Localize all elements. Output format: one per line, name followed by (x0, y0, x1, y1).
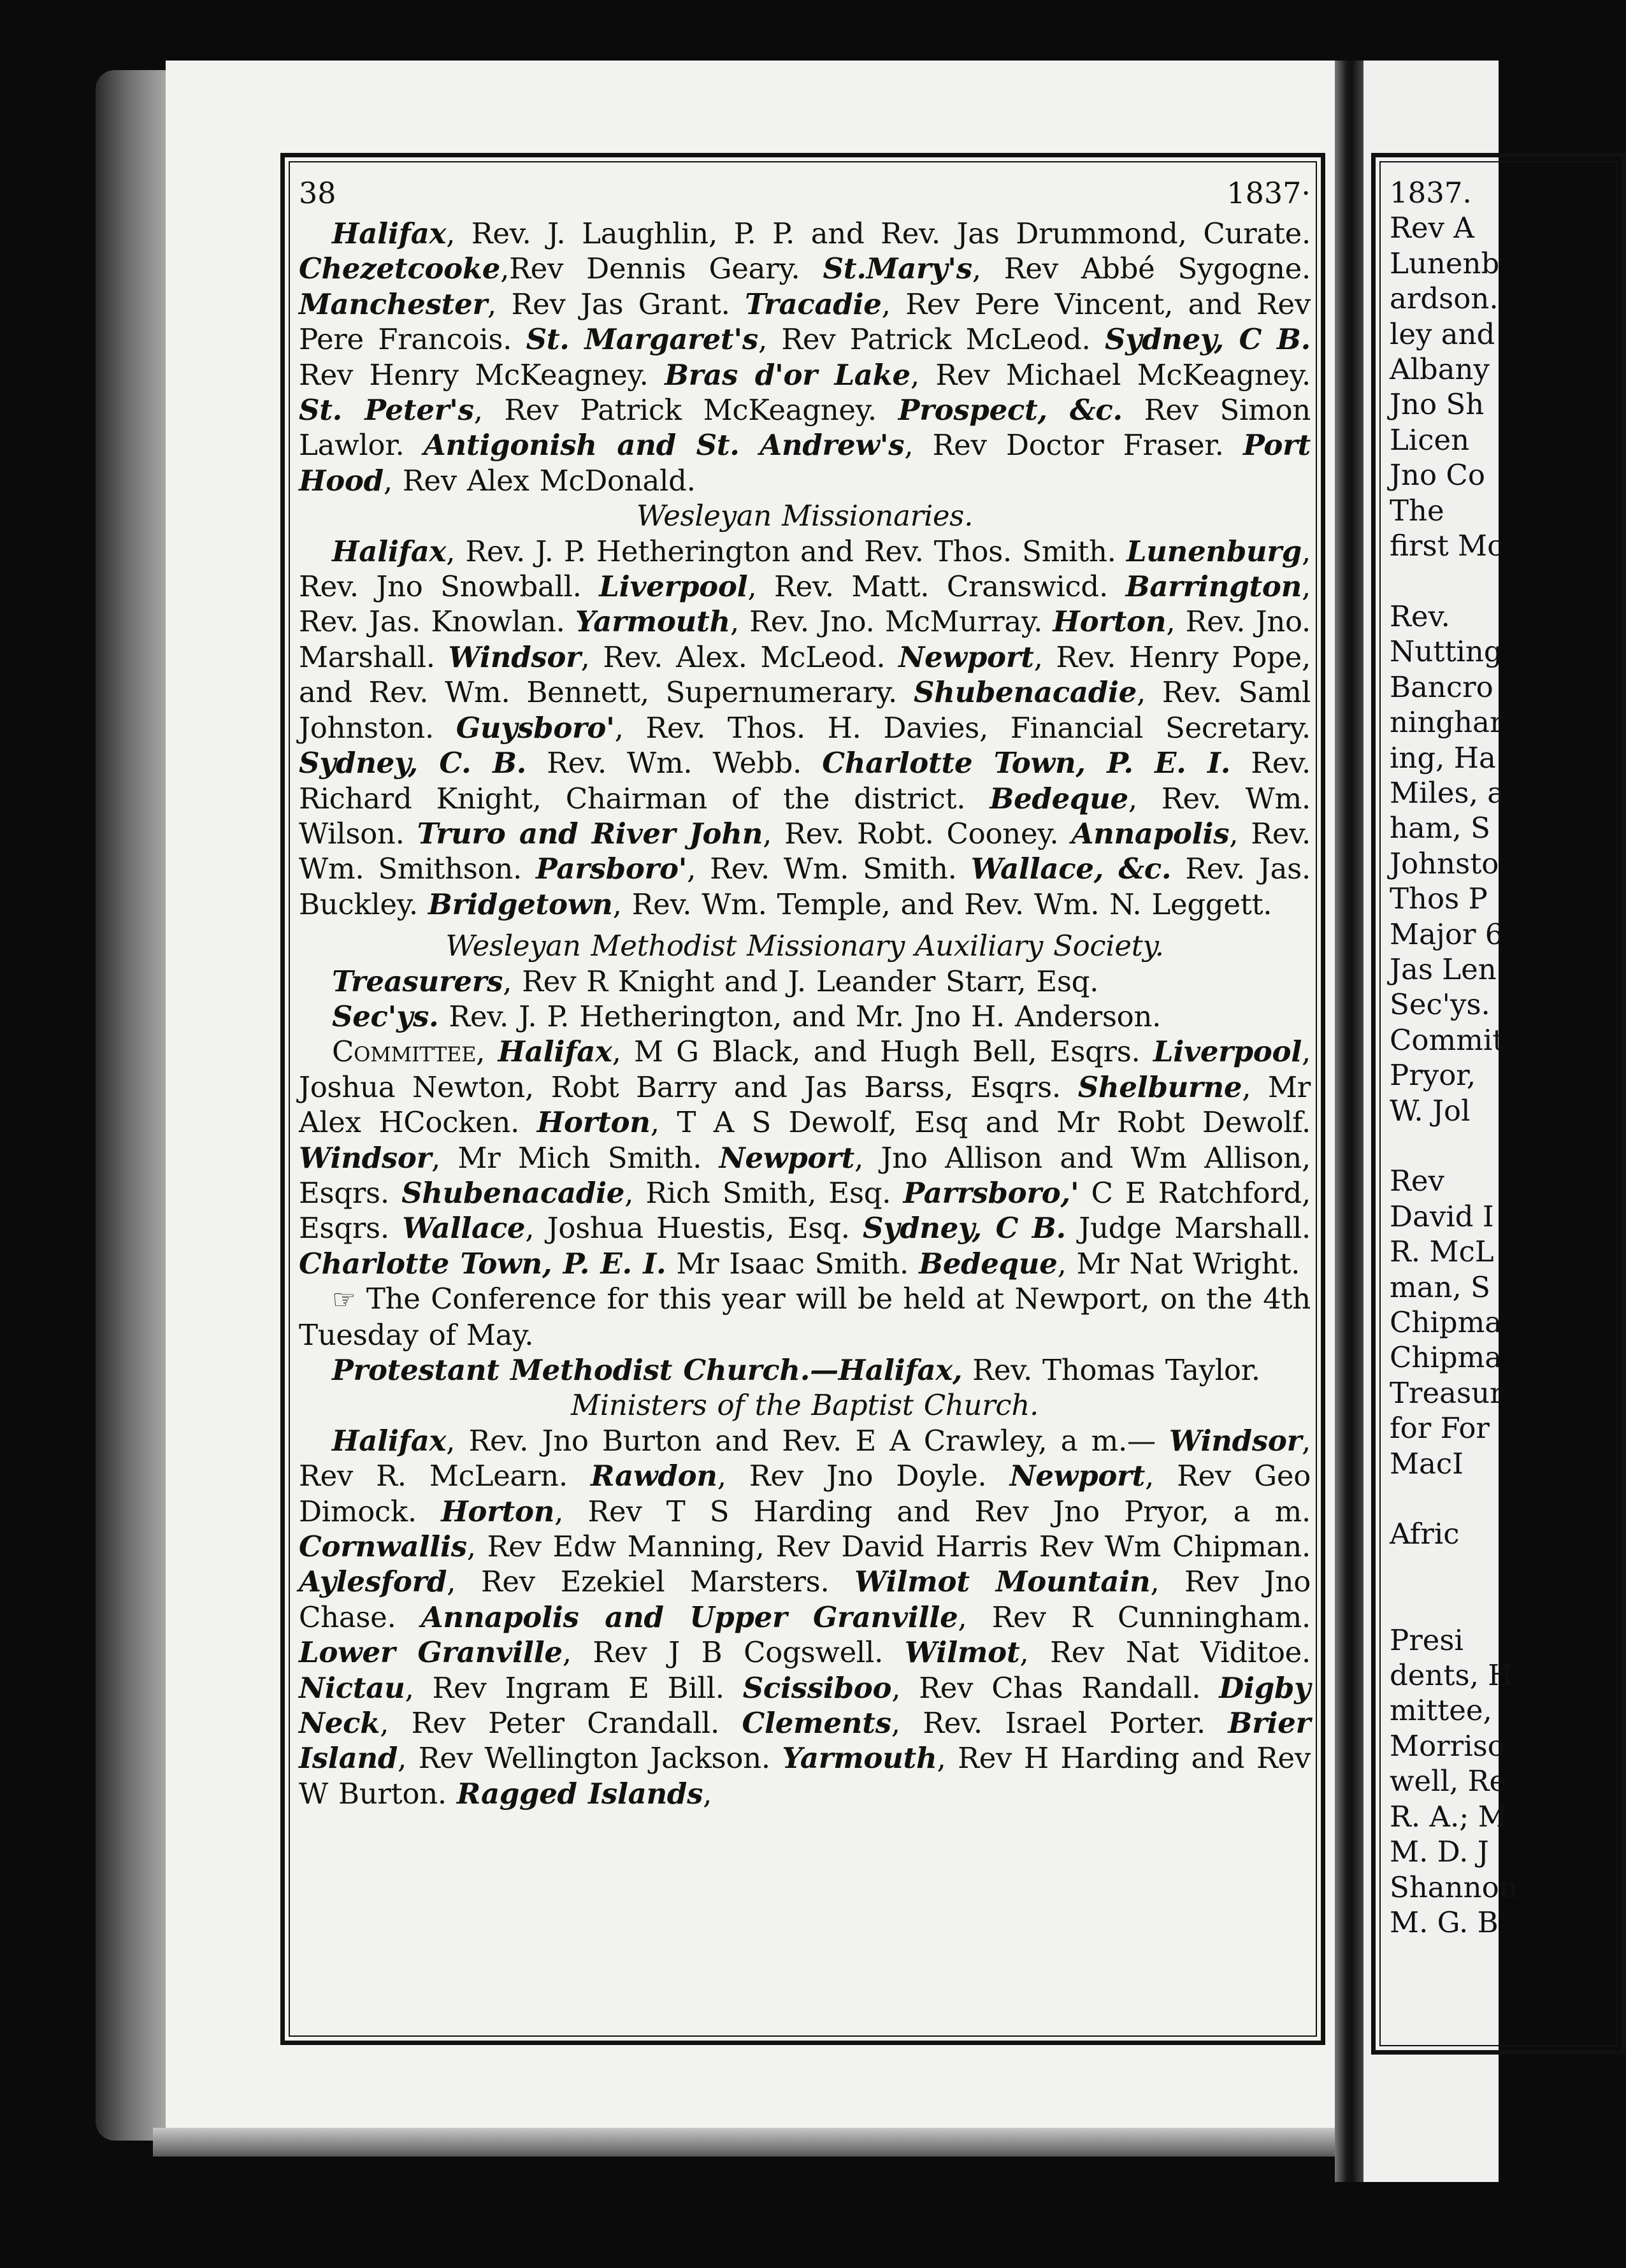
baptist-entry: , Rev Peter Crandall. (380, 1706, 742, 1740)
text-frame (280, 153, 1325, 2045)
right-page-line: MacI (1390, 1446, 1464, 1481)
wesleyan-place: Yarmouth (575, 605, 730, 639)
baptist-place: Annapolis and Upper Granville (421, 1600, 958, 1634)
right-page-line: R. A.; M (1390, 1799, 1507, 1834)
right-page-line: first Mc (1390, 529, 1504, 563)
committee-entry: , M G Black, and Hugh Bell, Esqrs. (612, 1035, 1153, 1069)
rc-entry: , Rev Abbé Sygogne. (972, 252, 1311, 286)
wesleyan-entry: , Rev. Thos. H. Davies, Financial Secretary. (614, 710, 1311, 745)
baptist-place: Brier Island (299, 1706, 1311, 1776)
right-page-line: W. Jol (1390, 1093, 1471, 1128)
rc-place: Manchester (299, 287, 487, 321)
conference-text: The Conference for this year will be held at Newport, on the 4th Tuesday of May. (299, 1282, 1311, 1352)
right-page-line: Treasur (1390, 1375, 1504, 1410)
right-page-line: Rev (1390, 1164, 1444, 1198)
committee-place: Sydney, C B. (863, 1211, 1066, 1245)
wesleyan-place: Bedeque (989, 781, 1128, 815)
committee-place: Wallace (402, 1211, 526, 1245)
wesleyan-entry: , Rev. Jno. Marshall. (299, 605, 1311, 674)
roman-catholic-clergy-paragraph (299, 216, 1311, 498)
wesleyan-place: Barrington (1125, 570, 1302, 604)
right-page-line: Pryor, (1390, 1058, 1476, 1093)
conference-notice (299, 1281, 1311, 1353)
baptist-entry: , (703, 1776, 712, 1811)
wesleyan-place: Parsboro' (536, 852, 687, 886)
right-page-line: Miles, a (1390, 775, 1505, 810)
wesleyan-place: Annapolis (1071, 816, 1230, 850)
right-page-line: Chipma (1390, 1305, 1502, 1339)
right-page-line (1390, 1481, 1616, 1516)
wesleyan-place: Guysboro' (456, 710, 615, 745)
secretaries-text: Rev. J. P. Hetherington, and Mr. Jno H. Anderson. (438, 999, 1162, 1033)
committee-entry: , Mr Nat Wright. (1057, 1246, 1300, 1281)
wesleyan-place: Truro and River John (417, 816, 763, 850)
right-page-line: Johnsto (1390, 846, 1499, 880)
rc-place: Prospect, &c. (898, 393, 1123, 427)
wesleyan-place: Wallace, &c. (970, 852, 1172, 886)
baptist-entry: , Rev T S Harding and Rev Jno Pryor, a m. (554, 1494, 1311, 1528)
right-page-line: dents, H (1390, 1658, 1513, 1693)
auxiliary-heading: Wesleyan Methodist Missionary Auxiliary Society. (445, 929, 1164, 963)
rc-entry: , Rev Doctor Fraser. (904, 428, 1244, 463)
rc-entry: , Rev Jas Grant. (487, 287, 745, 321)
protestant-methodist-line (299, 1353, 1311, 1388)
baptist-place: Lower Granville (299, 1635, 563, 1670)
baptist-entry: , Rev Geo Dimock. (299, 1459, 1311, 1528)
baptist-place: Windsor (1169, 1423, 1302, 1458)
baptist-entry: , Rev Ingram E Bill. (405, 1670, 743, 1705)
baptist-heading: Ministers of the Baptist Church. (570, 1388, 1039, 1423)
wesleyan-entry: , Rev. Jas. Knowlan. (299, 570, 1311, 639)
baptist-entry: , Rev H Harding and Rev W Burton. (299, 1741, 1311, 1811)
right-page-line: for For (1390, 1411, 1490, 1446)
baptist-place: Halifax (332, 1423, 447, 1458)
secretaries-line (299, 999, 1311, 1034)
rc-entry: ,Rev Dennis Geary. (500, 252, 823, 286)
baptist-place: Nictau (299, 1670, 405, 1705)
right-page-line: Rev A (1390, 211, 1474, 245)
right-page-line (1390, 1552, 1616, 1587)
rc-entry: Rev Henry McKeagney. (299, 357, 665, 392)
page-year: 1837· (1227, 176, 1311, 210)
baptist-entry: , Rev Chas Randall. (891, 1670, 1220, 1705)
protestant-text: Rev. Thomas Taylor. (962, 1353, 1260, 1387)
book-bottom-edge (153, 2128, 1351, 2157)
baptist-place: Aylesford (299, 1565, 447, 1599)
wesleyan-place: Horton (1053, 605, 1167, 639)
rc-entry: , Rev Pere Vincent, and Rev Pere Francois. (299, 287, 1311, 357)
wesleyan-entry: , Rev. Matt. Cranswicd. (747, 570, 1126, 604)
right-page-line: Shannon (1390, 1870, 1518, 1904)
running-head (299, 175, 1311, 211)
rc-place: Sydney, C B. (1104, 322, 1311, 357)
rc-entry: , Rev Patrick McLeod. (758, 322, 1105, 357)
wesleyan-entry: , Rev. Robt. Cooney. (763, 816, 1072, 850)
rc-entry: , Rev Michael McKeagney. (910, 357, 1311, 392)
right-page-line: mittee, (1390, 1693, 1492, 1728)
baptist-entry: , Rev R. McLearn. (299, 1423, 1311, 1493)
committee-entry: Mr Isaac Smith. (666, 1246, 919, 1281)
committee-label: Committee (332, 1035, 477, 1069)
protestant-label: Protestant Methodist Church.—Halifax, (332, 1353, 963, 1387)
baptist-entry: , Rev Ezekiel Marsters. (447, 1565, 855, 1599)
committee-place: Horton (536, 1105, 651, 1140)
right-page-line: Presi (1390, 1623, 1464, 1657)
right-page-line: Sec'ys. (1390, 987, 1490, 1022)
baptist-entry: , Rev Jno Doyle. (717, 1459, 1010, 1493)
wesleyan-place: Sydney, C. B. (299, 746, 527, 780)
rc-place: Halifax (332, 217, 447, 250)
right-page-line: Jas Len (1390, 952, 1497, 986)
baptist-place: Wilmot Mountain (854, 1565, 1151, 1599)
right-page-line: ing, Ha (1390, 740, 1496, 775)
wesleyan-missionaries-paragraph (299, 534, 1311, 922)
right-page-line: ardson. (1390, 282, 1499, 316)
right-page-line: Commit (1390, 1023, 1504, 1057)
baptist-entry: , Rev Wellington Jackson. (398, 1741, 782, 1776)
wesleyan-place: Charlotte Town, P. E. I. (822, 746, 1231, 780)
wesleyan-place: Lunenburg (1126, 534, 1302, 568)
committee-entry: , Mr Mich Smith. (431, 1140, 719, 1175)
right-page-line (1390, 1128, 1616, 1163)
wesleyan-place: Newport (898, 640, 1034, 674)
right-page-line: Chipma (1390, 1340, 1502, 1375)
right-page-line: Afric (1390, 1517, 1460, 1551)
baptist-entry: , Rev Edw Manning, Rev David Harris Rev Wm Chipman. (466, 1530, 1311, 1564)
baptist-place: Wilmot (904, 1635, 1020, 1670)
baptist-place: Cornwallis (299, 1530, 467, 1564)
right-page-line: Rev. (1390, 599, 1450, 633)
wesleyan-entry: , Rev. Alex. McLeod. (580, 640, 899, 674)
rc-place: Bras d'or Lake (665, 357, 910, 392)
wesleyan-entry: , Rev. Jno. McMurray. (730, 605, 1053, 639)
wesleyan-heading: Wesleyan Missionaries. (636, 499, 974, 533)
baptist-entry: , Rev Nat Viditoe. (1019, 1635, 1311, 1670)
committee-paragraph: Committee, Halifax, M G Black, and Hugh Bell, Esqrs. Liverpool, Joshua Newton, Robt Barry and Jas Barss, Esqrs. Shelburne, Mr Alex HCocken. Horton, T A S Dewolf, Esq and Mr Robt Dewolf. Windsor, Mr Mich Smith. Newport, Jno Allison and Wm Allison, Esqrs. Shubenacadie, Rich Smith, Esq. Parrsboro,' C E Ratchford, Esqrs. Wallace, Joshua Huestis, Esq. Sydney, C B. Judge Marshall. Charlotte Town, P. E. I. Mr Isaac Smith. Bedeque, Mr Nat Wright. (299, 1035, 1311, 1281)
committee-entry: , Joshua Newton, Robt Barry and Jas Barss, Esqrs. (299, 1035, 1311, 1104)
right-page-line: Major 6 (1390, 917, 1504, 951)
rc-place: Tracadie (745, 287, 882, 321)
right-page-line (1390, 563, 1616, 598)
baptist-place: Digby Neck (299, 1670, 1311, 1740)
rc-entry: Rev Simon Lawlor. (299, 393, 1311, 463)
baptist-place: Scissiboo (742, 1670, 892, 1705)
committee-place: Parrsboro,' (903, 1175, 1079, 1210)
right-page-frame (1371, 153, 1626, 2055)
book-spine (1335, 61, 1363, 2182)
right-page-line: The (1390, 493, 1444, 528)
right-page-line: ham, S (1390, 811, 1490, 845)
right-page-line: Thos P (1390, 882, 1488, 916)
committee-entry: , Rich Smith, Esq. (624, 1175, 903, 1210)
baptist-entry: , Rev. Israel Porter. (891, 1706, 1228, 1740)
rc-entry: , Rev Alex McDonald. (383, 463, 696, 498)
right-page-line: 1837. (1390, 176, 1472, 210)
right-page-line: Bancro (1390, 670, 1493, 704)
wesleyan-entry: , Rev. Wm. Smith. (687, 852, 971, 886)
committee-place: Halifax (498, 1035, 612, 1069)
right-page-line: Jno Co (1390, 458, 1485, 492)
secretaries-label: Sec'ys. (332, 999, 439, 1033)
treasurers-line (299, 964, 1311, 999)
committee-place: Charlotte Town, P. E. I. (299, 1246, 666, 1281)
rc-place: Chezetcooke (299, 252, 501, 286)
rc-entry: , Rev. J. Laughlin, P. P. and Rev. Jas Drummond, Curate. (446, 217, 1311, 250)
right-page-line (1390, 1587, 1616, 1622)
baptist-place: Newport (1009, 1459, 1145, 1493)
page-text (299, 216, 1311, 1811)
rc-place: St.Mary's (823, 252, 972, 286)
right-page-line: well, Re (1390, 1764, 1507, 1798)
committee-place: Windsor (299, 1140, 431, 1175)
right-page-text (1379, 161, 1618, 2046)
baptist-entry: , Rev R Cunningham. (958, 1600, 1311, 1634)
committee-entry: , T A S Dewolf, Esq and Mr Robt Dewolf. (650, 1105, 1311, 1140)
rc-entry: , Rev Patrick McKeagney. (473, 393, 898, 427)
baptist-entry: , Rev J B Cogswell. (562, 1635, 905, 1670)
page-number: 38 (299, 176, 336, 210)
right-page-line: Nutting (1390, 635, 1502, 669)
wesleyan-entry: , Rev. Saml Johnston. (299, 675, 1311, 745)
wesleyan-entry: , Rev. J. P. Hetherington and Rev. Thos. Smith. (446, 534, 1126, 568)
committee-place: Newport (719, 1140, 855, 1175)
wesleyan-entry: , Rev. Jno Snowball. (299, 534, 1311, 604)
baptist-place: Clements (742, 1706, 891, 1740)
baptist-place: Ragged Islands (456, 1776, 703, 1811)
right-page-line: man, S (1390, 1270, 1490, 1304)
right-page-line: R. McL (1390, 1235, 1494, 1269)
right-page-line: Jno Sh (1390, 387, 1485, 422)
wesleyan-place: Shubenacadie (913, 675, 1137, 710)
wesleyan-place: Bridgetown (428, 887, 613, 921)
book-page-right (1363, 61, 1518, 2182)
right-page-line: Licen (1390, 422, 1470, 457)
rc-place: St. Margaret's (526, 322, 758, 357)
wesleyan-place: Liverpool (599, 570, 748, 604)
committee-entry: , Jno Allison and Wm Allison, Esqrs. (299, 1140, 1311, 1210)
rc-place: Antigonish and St. Andrew's (423, 428, 905, 463)
wesleyan-place: Halifax (332, 534, 447, 568)
text-frame-inner (289, 161, 1317, 2037)
right-page-line: ley and (1390, 317, 1495, 351)
right-page-line: Albany (1390, 352, 1490, 387)
committee-entry: , Mr Alex HCocken. (299, 1070, 1311, 1140)
pointing-hand-icon: ☞ (332, 1284, 356, 1316)
wesleyan-entry: Rev. Richard Knight, Chairman of the district. (299, 746, 1311, 815)
baptist-ministers-paragraph (299, 1423, 1311, 1811)
wesleyan-entry: , Rev. Wm. Smithson. (299, 816, 1311, 886)
baptist-place: Yarmouth (782, 1741, 937, 1776)
wesleyan-entry: , Rev. Henry Pope, and Rev. Wm. Bennett, Supernumerary. (299, 640, 1311, 710)
right-page-line: M. D. J (1390, 1835, 1489, 1869)
committee-entry: C E Ratchford, Esqrs. (299, 1175, 1311, 1245)
committee-place: Shubenacadie (401, 1175, 625, 1210)
rc-place: Port Hood (299, 428, 1311, 498)
committee-place: Bedeque (919, 1246, 1058, 1281)
committee-place: Liverpool (1153, 1035, 1302, 1069)
wesleyan-entry: , Rev. Wm. Temple, and Rev. Wm. N. Leggett. (612, 887, 1272, 921)
committee-entry: Judge Marshall. (1065, 1211, 1311, 1245)
treasurers-text: , Rev R Knight and J. Leander Starr, Esq. (503, 964, 1099, 998)
rc-place: St. Peter's (299, 393, 474, 427)
right-page-line: Lunenb (1390, 246, 1500, 280)
wesleyan-place: Windsor (448, 640, 581, 674)
baptist-place: Horton (441, 1494, 555, 1528)
baptist-entry: , Rev Jno Chase. (299, 1565, 1311, 1634)
right-page-line: ninghar (1390, 705, 1504, 740)
wesleyan-entry: , Rev. Wm. Wilson. (299, 781, 1311, 850)
committee-entry: , Joshua Huestis, Esq. (525, 1211, 863, 1245)
wesleyan-entry: Rev. Jas. Buckley. (299, 852, 1311, 921)
committee-place: Shelburne (1077, 1070, 1242, 1104)
baptist-entry: , Rev. Jno Burton and Rev. E A Crawley, a m.— (446, 1423, 1169, 1458)
right-page-line: Morriso (1390, 1728, 1505, 1763)
treasurers-label: Treasurers (332, 964, 503, 998)
wesleyan-entry: Rev. Wm. Webb. (526, 746, 823, 780)
baptist-place: Rawdon (590, 1459, 717, 1493)
right-page-line: M. G. B (1390, 1905, 1499, 1939)
right-page-line: David I (1390, 1199, 1494, 1233)
